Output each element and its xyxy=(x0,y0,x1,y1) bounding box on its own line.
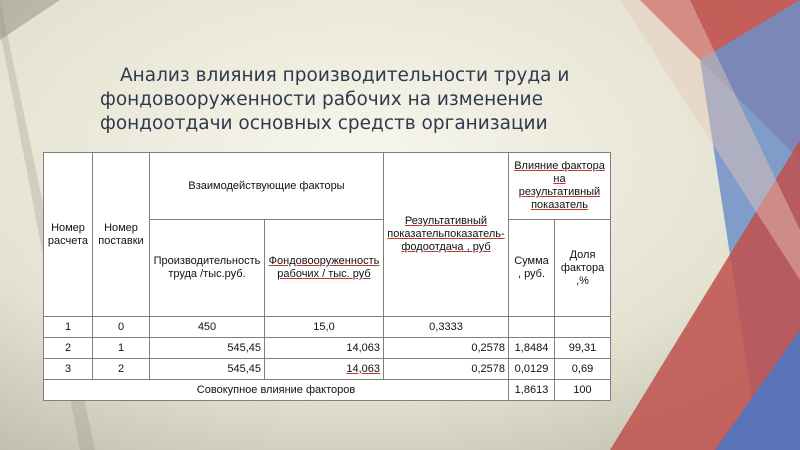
cell-supply: 1 xyxy=(93,338,150,359)
cell-supply: 2 xyxy=(93,359,150,380)
header-row-1 xyxy=(44,153,611,220)
cell-calc: 2 xyxy=(44,338,93,359)
cell-calc: 1 xyxy=(44,317,93,338)
table-row xyxy=(44,338,611,359)
factor-analysis-table xyxy=(43,152,611,401)
cell-sum: 0,0129 xyxy=(509,359,555,380)
cell-result: 0,3333 xyxy=(384,317,509,338)
cell-supply: 0 xyxy=(93,317,150,338)
total-sum: 1,8613 xyxy=(509,380,555,401)
header-factors-group: Взаимодействующие факторы xyxy=(150,153,384,220)
cell-productivity: 545,45 xyxy=(150,359,265,380)
header-share: Доля фактора ,% xyxy=(555,220,611,317)
header-calc-number: Номер расчета xyxy=(44,153,93,317)
cell-sum xyxy=(509,317,555,338)
cell-capital: 15,0 xyxy=(265,317,384,338)
header-influence-group xyxy=(509,153,611,220)
total-row xyxy=(44,380,611,401)
header-result-text: Результативный показательпоказатель-фодоотдача , руб xyxy=(387,215,505,253)
cell-sum: 1,8484 xyxy=(509,338,555,359)
title-line-1: Анализ влияния производительности труда и xyxy=(120,65,570,86)
title-line-2: фондовооруженности рабочих на изменение xyxy=(100,89,544,110)
title-line-3: фондоотдачи основных средств организации xyxy=(100,113,548,134)
cell-capital xyxy=(265,359,384,380)
cell-result: 0,2578 xyxy=(384,338,509,359)
cell-capital: 14,063 xyxy=(265,338,384,359)
table-row xyxy=(44,359,611,380)
header-productivity: Производительность труда /тыс.руб. xyxy=(150,220,265,317)
cell-share xyxy=(555,317,611,338)
slide-title xyxy=(100,64,570,136)
header-capital-ratio xyxy=(265,220,384,317)
cell-calc: 3 xyxy=(44,359,93,380)
header-result xyxy=(384,153,509,317)
header-influence-text: Влияние фактора на результативный показатель xyxy=(514,160,605,211)
cell-productivity: 450 xyxy=(150,317,265,338)
header-sum: Сумма , руб. xyxy=(509,220,555,317)
table-row xyxy=(44,317,611,338)
header-capital-ratio-text: Фондовооруженность рабочих / тыс. руб xyxy=(268,255,380,280)
cell-result: 0,2578 xyxy=(384,359,509,380)
cell-share: 99,31 xyxy=(555,338,611,359)
cell-capital-text: 14,063 xyxy=(346,362,380,375)
cell-productivity: 545,45 xyxy=(150,338,265,359)
header-supply-number: Номер поставки xyxy=(93,153,150,317)
total-label: Совокупное влияние факторов xyxy=(44,380,509,401)
cell-share: 0,69 xyxy=(555,359,611,380)
total-share: 100 xyxy=(555,380,611,401)
